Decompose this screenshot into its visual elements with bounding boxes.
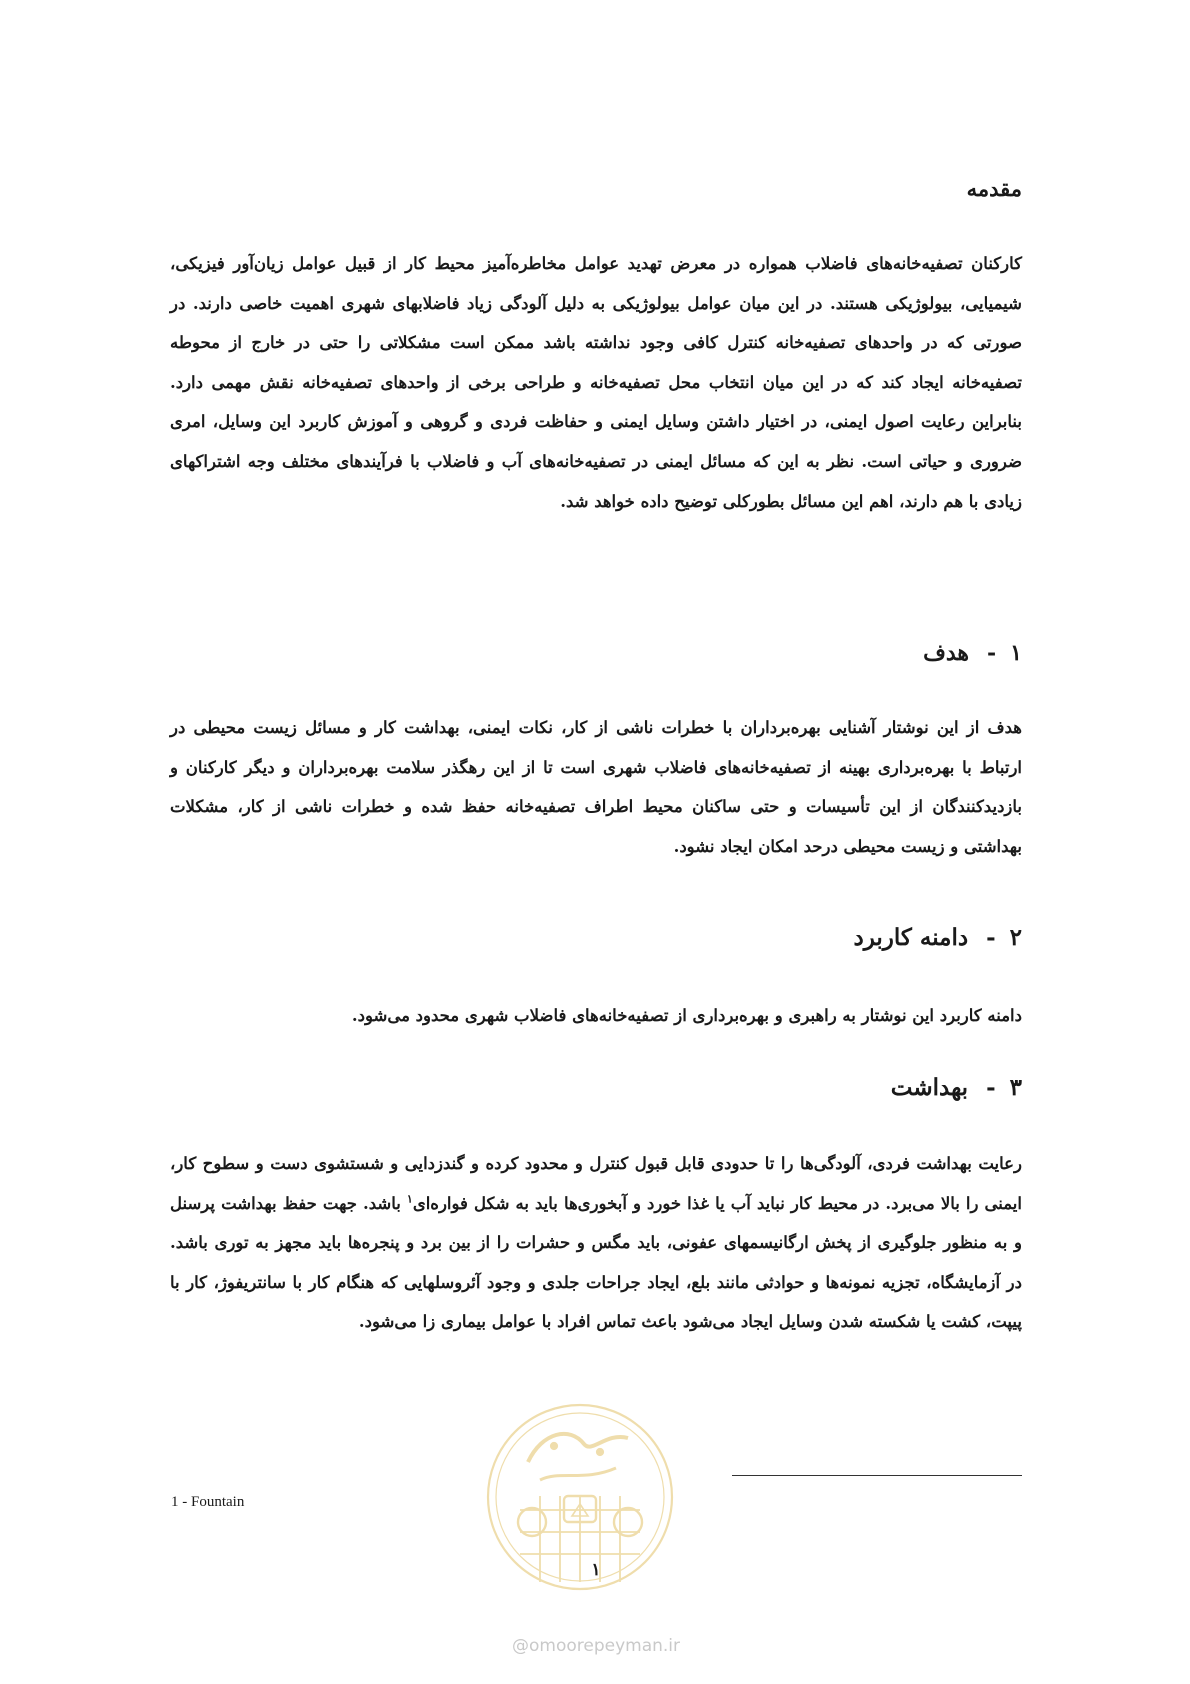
section-2-title: دامنه کاربرد	[853, 924, 969, 951]
section-3-title: بهداشت	[890, 1074, 969, 1101]
footnote-separator	[732, 1475, 1022, 1476]
section-1-heading	[923, 640, 1022, 666]
section-3-heading	[891, 1074, 1022, 1101]
watermark-url: @omoorepeyman.ir	[511, 1636, 681, 1656]
section-1-title: هدف	[923, 640, 970, 666]
section-3-dash: -	[986, 1074, 996, 1101]
intro-paragraph: کارکنان تصفیه‌خانه‌های فاضلاب همواره در معرض تهدید عوامل مخاطره‌آمیز محیط کار از قبیل عوامل زیان‌آور فیزیکی، شیمیایی، بیولوژیکی هستند. در این میان عوامل بیولوژیکی به دلیل آلودگی زیاد فاضلابهای شهری اهمیت خاصی دارند. در صورتی که در واحدهای تصفیه‌خانه کنترل کافی وجود نداشته باشد ممکن است مشکلاتی را حتی در خارج از محوطه تصفیه‌خانه ایجاد کند که در این میان انتخاب محل تصفیه‌خانه و طراحی برخی از واحدهای تصفیه‌خانه نقش مهمی دارد. بنابراین رعایت اصول ایمنی، در اختیار داشتن وسایل ایمنی و حفاظت فردی و گروهی و آموزش کاربرد این وسایل، امری ضروری و حیاتی است. نظر به این که مسائل ایمنی در تصفیه‌خانه‌های آب و فاضلاب با فرآیندهای مختلف وجه اشتراکهای زیادی با هم دارند، اهم این مسائل بطورکلی توضیح داده خواهد شد.	[170, 254, 1022, 511]
section-2-paragraph: دامنه کاربرد این نوشتار به راهبری و بهره‌برداری از تصفیه‌خانه‌های فاضلاب شهری محدود می‌شود.	[351, 1006, 1022, 1025]
section-3-text-after: باشد. جهت حفظ بهداشت پرسنل و به منظور جلوگیری از پخش ارگانیسمهای عفونی، باید مگس و حشرات را از بین برد و پنجره‌ها باید مجهز به توری باشد. در آزمایشگاه، تجزیه نمونه‌ها و حوادثی مانند بلع، ایجاد جراحات جلدی و وجود آئروسلهایی که هنگام کار با سانتریفوژ، کار با پیپت، کشت یا شکسته شدن وسایل ایجاد می‌شود باعث تماس افراد با عوامل بیماری زا می‌شود.	[170, 1193, 1022, 1332]
intro-title: مقدمه	[966, 176, 1022, 201]
section-1-paragraph: هدف از این نوشتار آشنایی بهره‌برداران با خطرات ناشی از کار، نکات ایمنی، بهداشت کار و مسائل زیست محیطی در ارتباط با بهره‌برداری بهینه از تصفیه‌خانه‌های فاضلاب شهری است تا از این رهگذر سلامت بهره‌برداران و دیگر کارکنان و بازدیدکنندگان از این تأسیسات و حتی ساکنان محیط اطراف تصفیه‌خانه حفظ شده و خطرات ناشی از کار، مشکلات بهداشتی و زیست محیطی درحد امکان ایجاد نشود.	[170, 718, 1022, 856]
section-3-number: ۳	[1009, 1074, 1022, 1101]
section-2-heading	[853, 924, 1022, 951]
section-3-paragraph	[170, 1144, 1022, 1342]
section-2-number: ۲	[1009, 924, 1022, 951]
section-2-dash: -	[986, 924, 996, 951]
section-1-number: ۱	[1010, 640, 1022, 666]
section-1-dash: -	[987, 640, 997, 666]
footnote-reference[interactable]: ۱	[406, 1192, 413, 1206]
omoor-peyman-seal-icon	[480, 1392, 680, 1597]
page-number: ۱	[591, 1560, 601, 1580]
section-3-text-before: رعایت بهداشت فردی، آلودگی‌ها را تا حدودی قابل قبول کنترل و محدود کرده و گندزدایی و شستشوی دست و سطوح کار، ایمنی را بالا می‌برد. در محیط کار نباید آب یا غذا خورد و آبخوری‌ها باید به شکل فواره‌ای	[170, 1154, 1022, 1213]
footnote: 1 - Fountain	[171, 1494, 245, 1510]
